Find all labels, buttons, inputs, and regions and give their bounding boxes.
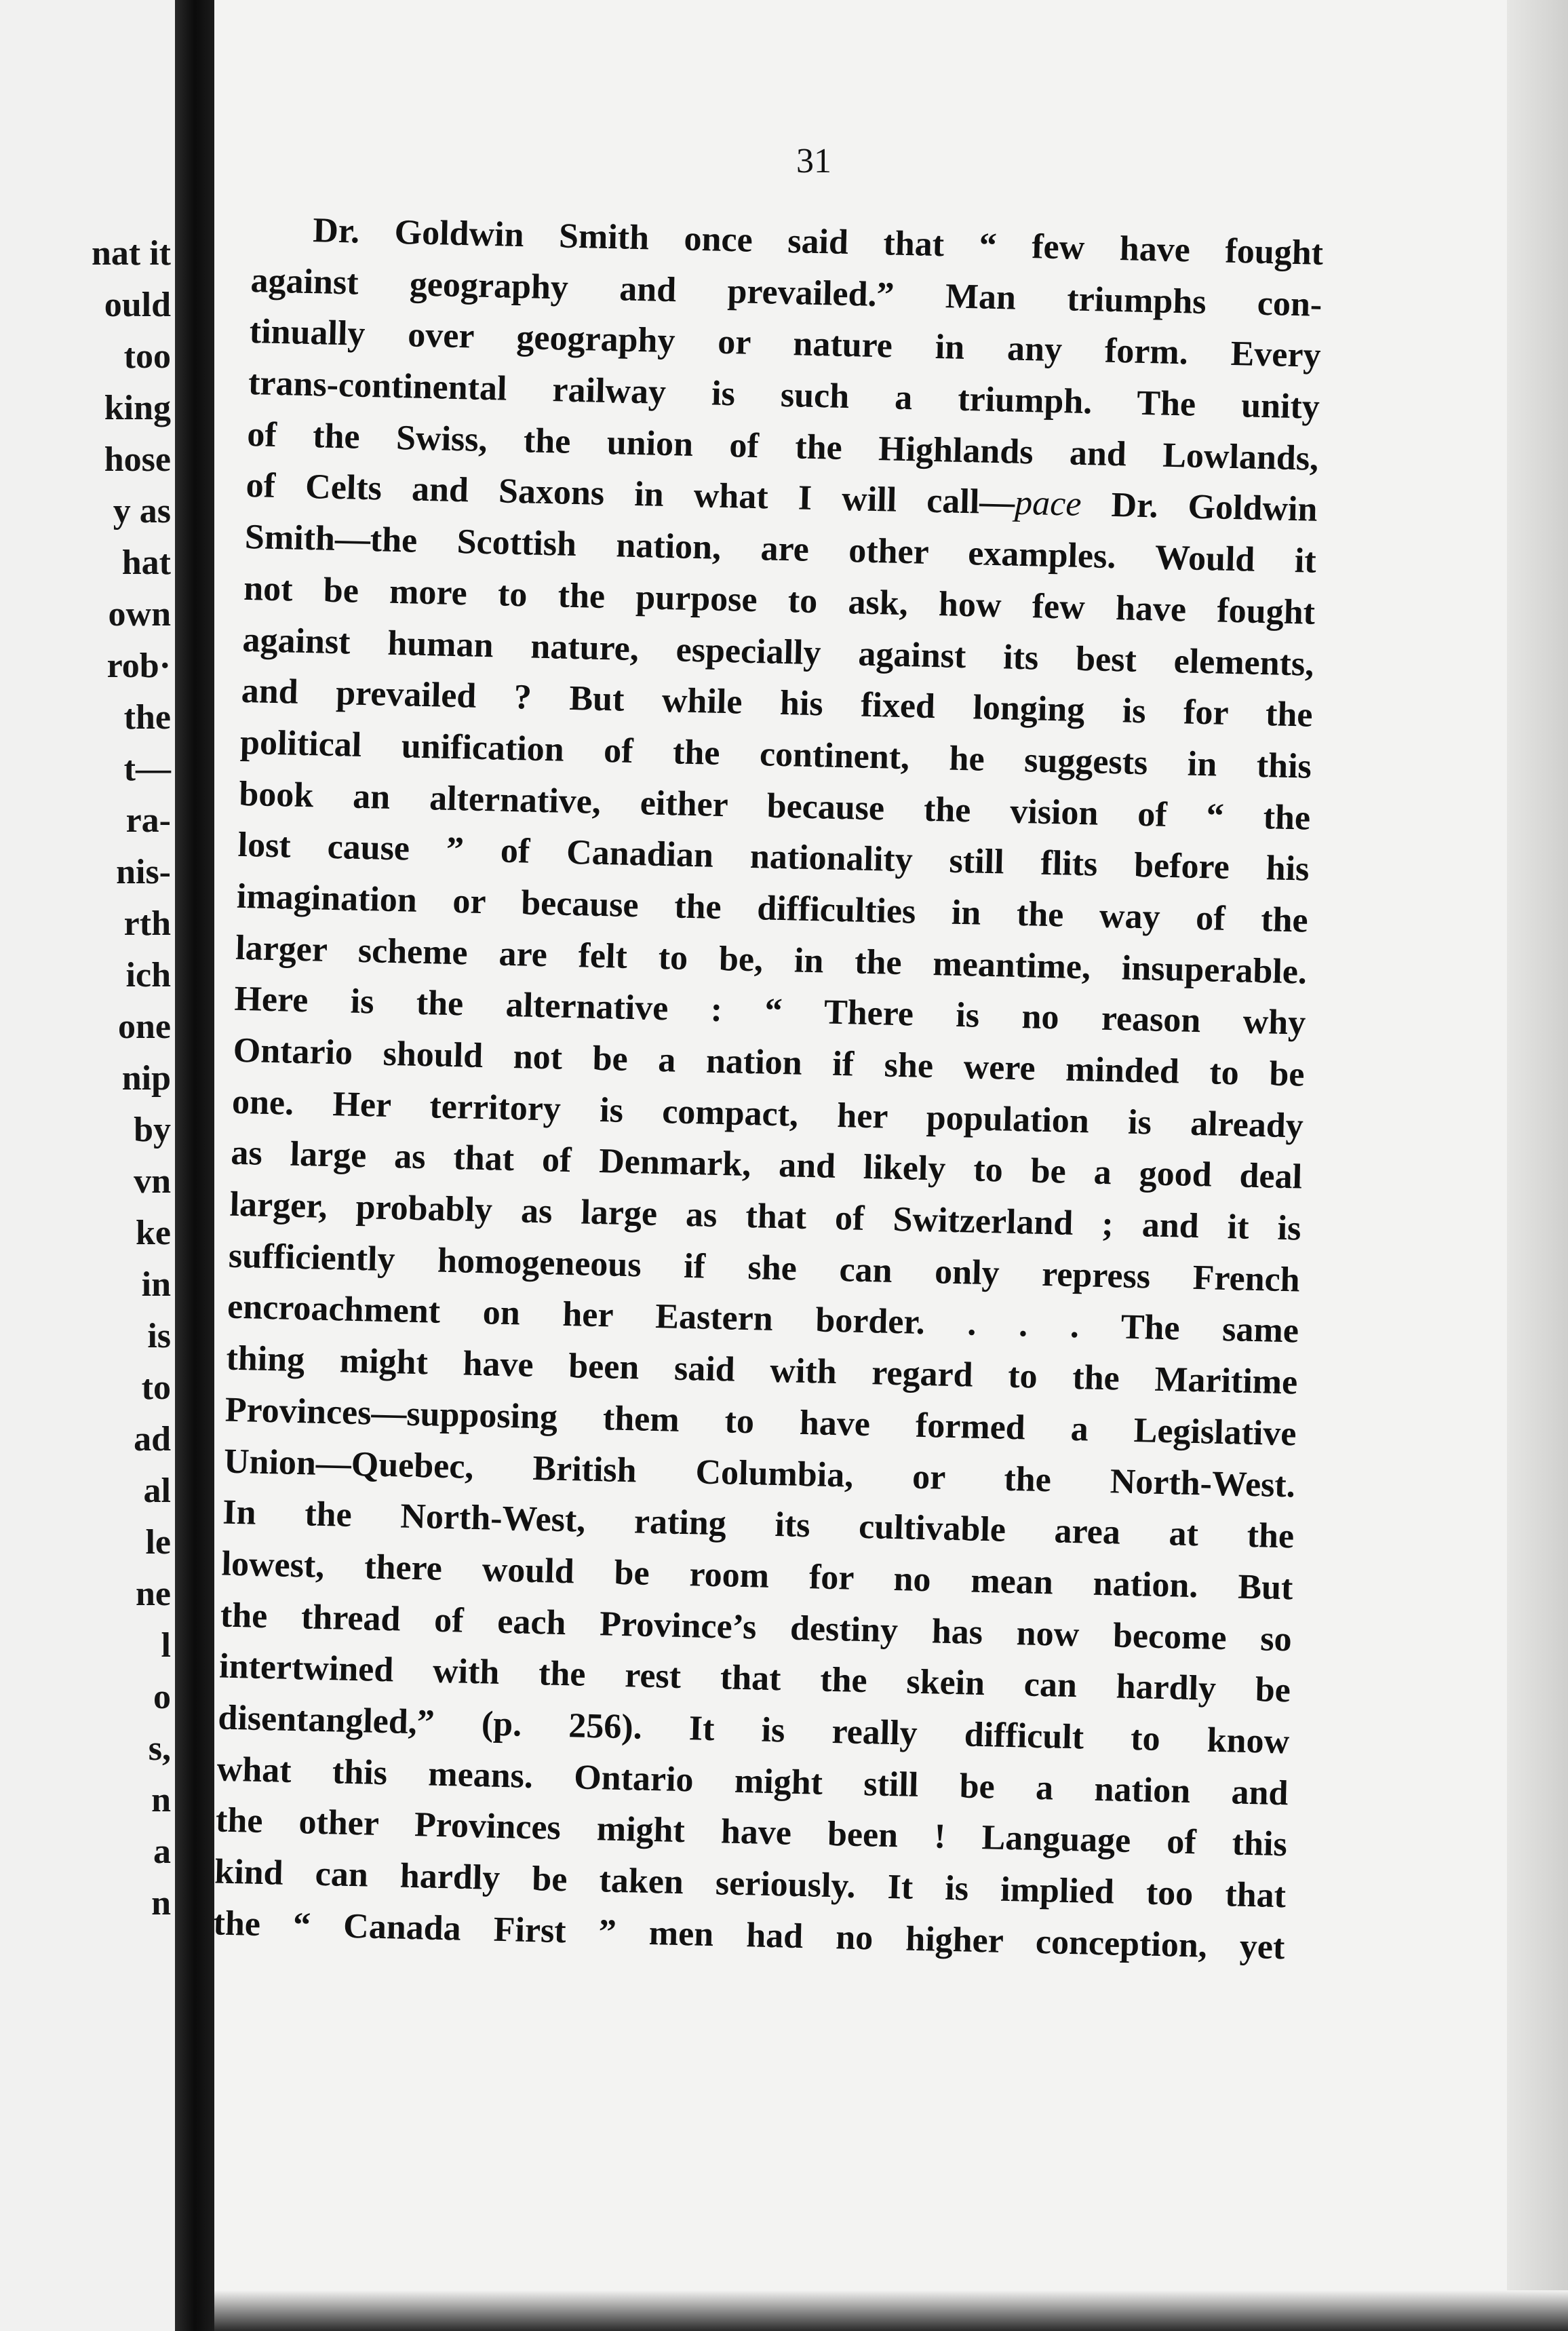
- text-line: book an alternative, either because the vision of “ the: [238, 774, 1311, 838]
- left-fragment: hat: [121, 543, 171, 582]
- text-line: disentangled,” (p. 256). It is really difficult to know: [217, 1698, 1290, 1762]
- book-gutter: [175, 0, 214, 2331]
- left-fragment: own: [108, 595, 171, 634]
- left-fragment: ra-: [125, 801, 171, 840]
- left-fragment: le: [145, 1523, 171, 1562]
- text-segment: of Celts and Saxons in what I will call—: [246, 466, 1015, 523]
- text-line: Ontario should not be a nation if she were minded to be: [233, 1030, 1306, 1094]
- text-line: what this means. Ontario might still be a nation and: [216, 1750, 1289, 1813]
- text-line: larger scheme are felt to be, in the meantime, insuperable.: [235, 928, 1308, 992]
- italic-word: pace: [1014, 484, 1082, 524]
- left-fragment: the: [123, 698, 171, 737]
- text-line: encroachment on her Eastern border. . . . The same: [227, 1288, 1299, 1351]
- left-fragment: one: [118, 1007, 171, 1046]
- left-fragment: by: [134, 1111, 171, 1149]
- left-fragment: ould: [104, 286, 171, 324]
- left-fragment: n: [151, 1884, 171, 1923]
- left-fragment: rob·: [106, 647, 171, 685]
- text-line: tinually over geography or nature in any form. Every: [249, 312, 1322, 376]
- text-line: the other Provinces might have been ! Language of this: [215, 1800, 1288, 1864]
- left-fragment: nip: [121, 1059, 171, 1098]
- left-fragment: king: [104, 389, 171, 427]
- left-fragment: ne: [136, 1575, 171, 1613]
- left-fragment: y as: [113, 492, 171, 531]
- left-fragment: s,: [148, 1729, 171, 1768]
- left-fragment: nis-: [116, 853, 171, 891]
- left-fragment: o: [153, 1678, 171, 1716]
- text-line: Here is the alternative : “ There is no reason why: [233, 980, 1306, 1043]
- text-line: of the Swiss, the union of the Highlands and Lowlands,: [246, 415, 1319, 478]
- text-line: political unification of the continent, he suggests in this: [239, 723, 1312, 786]
- text-line: larger, probably as large as that of Switzerland ; and it is: [229, 1184, 1301, 1248]
- page-number: 31: [796, 142, 831, 180]
- text-line: the “ Canada First ” men had no higher conception, yet: [213, 1904, 1285, 1967]
- left-fragment: nat it: [92, 234, 171, 273]
- left-fragment: to: [141, 1368, 171, 1407]
- text-line: intertwined with the rest that the skein can hardly be: [218, 1646, 1291, 1710]
- text-line: kind can hardly be taken seriously. It is implied too that: [214, 1852, 1287, 1916]
- left-fragment: a: [153, 1832, 171, 1871]
- text-line: the thread of each Province’s destiny has now become so: [220, 1596, 1293, 1659]
- left-fragment: al: [143, 1471, 171, 1510]
- text-line: sufficiently homogeneous if she can only repress French: [228, 1236, 1301, 1300]
- text-line: Dr. Goldwin Smith once said that “ few have fought: [312, 211, 1324, 273]
- left-fragment: ke: [136, 1214, 171, 1252]
- left-fragment: rth: [123, 904, 171, 943]
- text-line: Union—Quebec, British Columbia, or the North-West.: [223, 1442, 1296, 1505]
- left-fragment: too: [123, 337, 171, 376]
- text-line: Smith—the Scottish nation, are other examples. Would it: [244, 518, 1317, 581]
- left-fragment: is: [147, 1317, 171, 1355]
- body-text: [213, 204, 1324, 1973]
- text-line: as large as that of Denmark, and likely to be a good deal: [230, 1134, 1303, 1197]
- text-line: lowest, there would be room for no mean nation. But: [221, 1544, 1293, 1608]
- left-fragment: in: [141, 1265, 171, 1304]
- text-segment: Dr. Goldwin: [1080, 485, 1318, 530]
- text-line: imagination or because the difficulties in the way of the: [236, 876, 1309, 940]
- text-line: In the North-West, rating its cultivable area at the: [222, 1492, 1295, 1556]
- bottom-shadow: [214, 2290, 1568, 2331]
- text-line: and prevailed ? But while his fixed longing is for the: [241, 672, 1314, 735]
- text-line: trans-continental railway is such a triumph. The unity: [248, 364, 1320, 427]
- left-page-edge: [0, 0, 175, 2331]
- left-fragment: ich: [125, 956, 171, 995]
- left-fragment: ad: [134, 1420, 171, 1459]
- text-line: Provinces—supposing them to have formed a Legislative: [224, 1390, 1297, 1454]
- text-line: against human nature, especially against its best elements,: [241, 620, 1314, 684]
- left-fragment: hose: [104, 440, 171, 479]
- left-fragment: n: [151, 1781, 171, 1819]
- left-fragment: vn: [134, 1162, 171, 1201]
- left-fragment: l: [161, 1626, 171, 1665]
- text-line: lost cause ” of Canadian nationality still flits before his: [237, 826, 1310, 889]
- text-line: against geography and prevailed.” Man triumphs con-: [250, 261, 1322, 324]
- page-edge-shading: [1507, 0, 1568, 2331]
- text-line: not be more to the purpose to ask, how few have fought: [243, 569, 1316, 632]
- left-fragment: t—: [123, 750, 171, 788]
- text-line: thing might have been said with regard to the Maritime: [225, 1338, 1298, 1402]
- text-line: one. Her territory is compact, her population is already: [231, 1082, 1304, 1146]
